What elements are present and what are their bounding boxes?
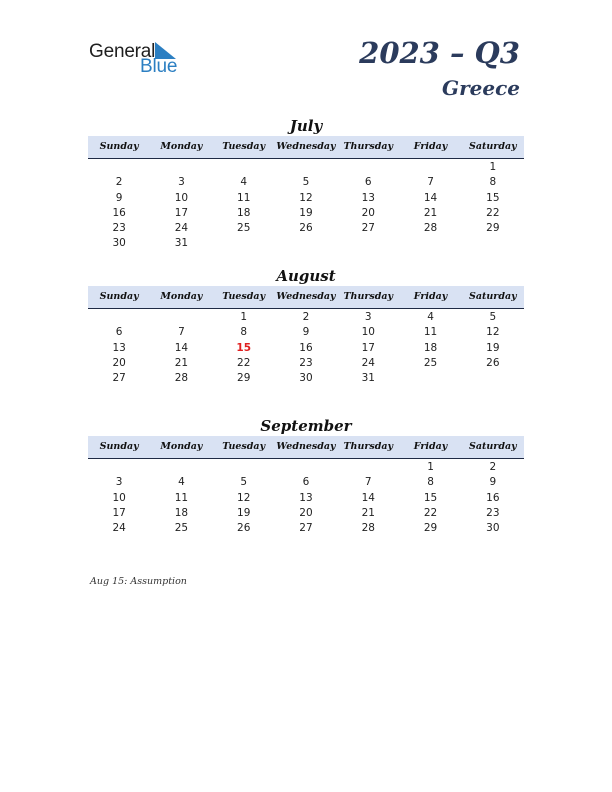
date-cell: 15 [423,491,438,504]
weekday-header-row [88,436,524,459]
week-row [88,356,524,371]
logo [89,40,189,76]
weekday-label: Tuesday [222,291,266,302]
week-row [88,341,524,356]
date-cell: 15 [486,191,500,204]
date-cell: 24 [112,522,126,535]
empty-date-cell [337,460,399,475]
date-cell: 7 [427,176,434,189]
date-cell: 11 [423,326,438,339]
date-cell: 24 [361,356,375,369]
date-cell: 23 [112,222,126,235]
week-rows [88,159,524,252]
date-cell: 29 [237,372,251,385]
weekday-label: Sunday [99,441,139,452]
date-cell: 8 [427,476,434,489]
date-cell: 3 [115,476,123,489]
empty-date-cell [88,160,150,175]
weekday-label: Monday [160,141,203,152]
date-cell: 25 [423,356,438,369]
date-cell: 17 [361,341,375,354]
date-cell: 29 [486,222,500,235]
date-cell: 27 [299,522,313,535]
date-cell: 30 [299,372,313,385]
empty-date-cell [213,236,275,251]
date-cell: 6 [302,476,310,489]
date-cell: 18 [423,341,438,354]
empty-date-cell [275,236,337,251]
month-july [88,116,524,252]
date-cell: 4 [427,311,434,323]
date-cell: 13 [299,491,313,504]
date-cell: 17 [112,506,126,519]
date-cell: 31 [361,372,375,385]
date-cell: 18 [237,206,251,219]
month-title: September [260,417,352,435]
date-cell: 20 [299,506,313,519]
date-cell: 16 [112,206,126,219]
month-september [88,416,524,536]
date-cell: 28 [423,222,438,235]
week-row [88,236,524,251]
week-row [88,371,524,386]
date-cell: 10 [174,191,189,204]
date-cell: 25 [237,222,251,235]
empty-date-cell [88,310,150,325]
date-cell: 5 [302,176,310,189]
date-cell: 1 [427,461,434,473]
empty-date-cell [150,310,212,325]
date-cell: 23 [486,506,500,519]
week-row [88,460,524,475]
weekday-label: Saturday [469,141,517,152]
date-cell: 9 [115,191,123,204]
weekday-label: Sunday [99,291,139,302]
empty-date-cell [462,236,524,251]
week-row [88,310,524,325]
week-row [88,160,524,175]
weekday-label: Monday [160,441,203,452]
weekday-label: Sunday [99,141,139,152]
empty-date-cell [213,160,275,175]
date-cell: 1 [489,161,497,173]
week-row [88,475,524,490]
date-cell: 9 [302,326,310,339]
empty-date-cell [275,160,337,175]
logo-text-blue: Blue [140,56,178,77]
date-cell: 16 [299,341,313,354]
date-cell: 21 [174,356,189,369]
empty-date-cell [399,236,461,251]
empty-date-cell [150,460,212,475]
weekday-label: Tuesday [222,441,266,452]
date-cell: 28 [361,522,375,535]
date-cell: 21 [361,506,375,519]
date-cell: 2 [302,311,310,323]
empty-date-cell [337,160,399,175]
date-cell: 22 [486,206,500,219]
date-cell: 26 [486,356,500,369]
date-cell: 11 [237,191,251,204]
empty-date-cell [337,236,399,251]
date-cell: 29 [423,522,438,535]
week-rows [88,459,524,536]
date-cell: 7 [364,476,372,489]
date-cell: 8 [240,326,248,339]
date-cell: 31 [174,237,189,250]
date-cell: 7 [178,326,185,339]
empty-date-cell [88,460,150,475]
date-cell: 14 [361,491,375,504]
date-cell: 19 [299,206,313,219]
date-cell: 23 [299,356,313,369]
weekday-header-row [88,136,524,159]
weekday-label: Thursday [343,441,394,452]
week-row [88,191,524,206]
date-cell: 9 [489,476,497,489]
week-row [88,521,524,536]
date-cell: 4 [178,476,185,489]
date-cell: 13 [361,191,375,204]
date-cell: 20 [112,356,126,369]
date-cell: 12 [237,491,251,504]
date-cell: 19 [486,341,500,354]
weekday-header-row [88,286,524,309]
month-title: July [289,117,323,135]
date-cell: 14 [423,191,438,204]
date-cell: 5 [489,311,497,323]
week-row [88,491,524,506]
date-cell: 12 [299,191,313,204]
empty-date-cell [213,460,275,475]
weekday-label: Wednesday [276,291,336,302]
weekday-label: Saturday [469,441,517,452]
date-cell: 10 [361,326,375,339]
date-cell: 11 [174,491,189,504]
empty-date-cell [462,371,524,386]
date-cell: 27 [361,222,375,235]
weekday-label: Wednesday [276,441,336,452]
week-row [88,506,524,521]
date-cell: 10 [112,491,126,504]
date-cell: 28 [174,372,189,385]
holiday-date-cell: 15 [236,341,252,354]
weekday-label: Friday [413,291,448,302]
date-cell: 13 [112,341,126,354]
date-cell: 25 [174,522,189,535]
date-cell: 22 [423,506,438,519]
date-cell: 27 [112,372,126,385]
date-cell: 30 [486,522,500,535]
date-cell: 2 [115,176,123,189]
weekday-label: Thursday [343,291,394,302]
page-title: 2023 – Q3 [359,36,520,70]
date-cell: 18 [174,506,189,519]
date-cell: 22 [237,356,251,369]
date-cell: 21 [423,206,438,219]
week-row [88,175,524,190]
date-cell: 6 [364,176,372,189]
date-cell: 8 [489,176,497,189]
weekday-label: Thursday [343,141,394,152]
date-cell: 2 [489,461,497,473]
week-row [88,325,524,340]
date-cell: 19 [237,506,251,519]
date-cell: 16 [486,491,500,504]
weekday-label: Friday [413,141,448,152]
date-cell: 24 [174,222,189,235]
date-cell: 14 [174,341,189,354]
date-cell: 20 [361,206,375,219]
logo-text-general: General [89,41,156,62]
week-row [88,221,524,236]
date-cell: 3 [364,311,372,323]
date-cell: 12 [486,326,500,339]
empty-date-cell [275,460,337,475]
empty-date-cell [150,160,212,175]
weekday-label: Saturday [469,291,517,302]
weekday-label: Friday [413,441,448,452]
weekday-label: Tuesday [222,141,266,152]
week-row [88,206,524,221]
date-cell: 5 [240,476,248,489]
date-cell: 17 [174,206,189,219]
weekday-label: Wednesday [276,141,336,152]
date-cell: 3 [178,176,185,189]
week-rows [88,309,524,386]
empty-date-cell [399,371,461,386]
month-title: August [276,267,336,285]
weekday-label: Monday [160,291,203,302]
page-subtitle-country: Greece [442,76,520,100]
holiday-note: Aug 15: Assumption [90,576,187,587]
empty-date-cell [399,160,461,175]
date-cell: 26 [299,222,313,235]
month-august [88,266,524,386]
date-cell: 4 [240,176,248,189]
date-cell: 30 [112,237,126,250]
date-cell: 26 [237,522,251,535]
date-cell: 1 [240,311,248,323]
date-cell: 6 [115,326,123,339]
